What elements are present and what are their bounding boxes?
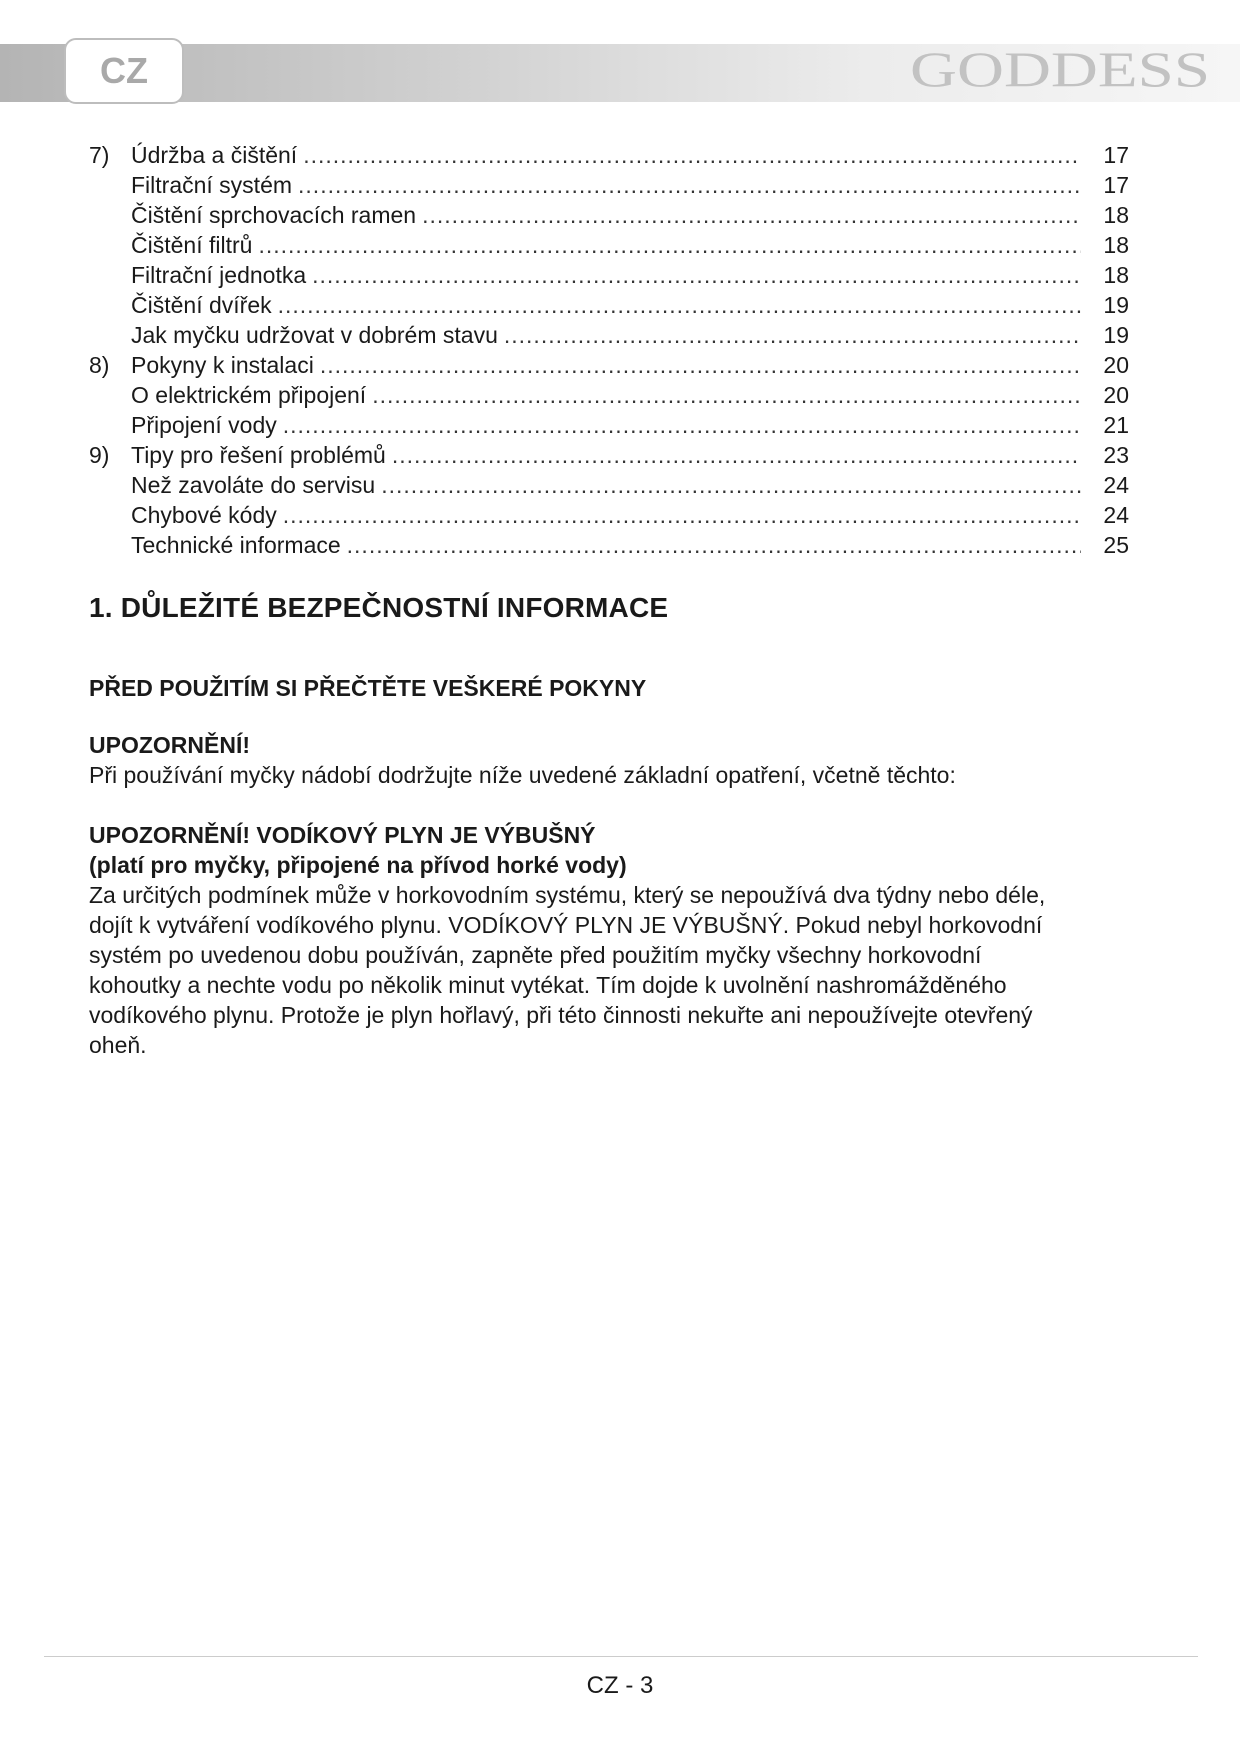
- toc-entry: [89, 170, 1129, 200]
- language-tab: CZ: [64, 38, 184, 104]
- toc-dot-leader: [422, 200, 1081, 230]
- toc-entry-title: Technické informace: [131, 530, 347, 560]
- toc-dot-leader: [392, 440, 1081, 470]
- toc-entry: [89, 500, 1129, 530]
- toc-entry-number: 7): [89, 142, 110, 168]
- page-number: CZ - 3: [586, 1672, 654, 1699]
- toc-entry-title: Chybové kódy: [131, 500, 283, 530]
- toc-entry-title: Jak myčku udržovat v dobrém stavu: [131, 320, 504, 350]
- warning-1-text: Při používání myčky nádobí dodržujte níže uvedené základní opatření, včetně těchto:: [89, 762, 956, 788]
- toc-dot-leader: [372, 380, 1081, 410]
- toc-entry-title: Než zavoláte do servisu: [131, 470, 381, 500]
- section-subheading: PŘED POUŽITÍM SI PŘEČTĚTE VEŠKERÉ POKYNY: [89, 675, 647, 701]
- warning-2-line: oheň.: [89, 1032, 147, 1058]
- warning-2-line: kohoutky a nechte vodu po několik minut vytékat. Tím dojde k uvolnění nashromážděného: [89, 972, 1007, 998]
- toc-entry: [89, 410, 1129, 440]
- toc-entry: [89, 440, 1129, 470]
- toc-entry-title: Čištění sprchovacích ramen: [131, 200, 422, 230]
- brand-logo-text: GODDESS: [910, 41, 1210, 97]
- toc-entry-page: 18: [1103, 262, 1129, 288]
- toc-entry-title: Tipy pro řešení problémů: [131, 440, 392, 470]
- toc-dot-leader: [381, 470, 1081, 500]
- toc-entry: [89, 200, 1129, 230]
- toc-entry-page: 19: [1103, 322, 1129, 348]
- toc-entry-number: 8): [89, 352, 110, 378]
- toc-entry-page: 20: [1103, 352, 1129, 378]
- toc-entry-page: 18: [1103, 232, 1129, 258]
- toc-entry-page: 20: [1103, 382, 1129, 408]
- toc-entry-page: 21: [1103, 412, 1129, 438]
- section-heading: 1. DŮLEŽITÉ BEZPEČNOSTNÍ INFORMACE: [89, 592, 669, 623]
- toc-entry: [89, 260, 1129, 290]
- footer-divider: [44, 1656, 1198, 1657]
- toc-entry: [89, 140, 1129, 170]
- toc-entry-page: 25: [1103, 532, 1129, 558]
- toc-entry-page: 18: [1103, 202, 1129, 228]
- toc-dot-leader: [298, 170, 1081, 200]
- warning-2-line: Za určitých podmínek může v horkovodním systému, který se nepoužívá dva týdny nebo déle,: [89, 882, 1046, 908]
- toc-dot-leader: [347, 530, 1081, 560]
- toc-dot-leader: [283, 410, 1081, 440]
- brand-logo: [910, 38, 1220, 118]
- toc-entry: [89, 470, 1129, 500]
- toc-dot-leader: [312, 260, 1081, 290]
- warning-2-line: systém po uvedenou dobu používán, zapněte před použitím myčky všechny horkovodní: [89, 942, 982, 968]
- toc-entry-title: Filtrační jednotka: [131, 260, 312, 290]
- toc-dot-leader: [320, 350, 1081, 380]
- toc-dot-leader: [278, 290, 1081, 320]
- toc-dot-leader: [283, 500, 1081, 530]
- toc-entry-page: 23: [1103, 442, 1129, 468]
- toc-dot-leader: [504, 320, 1081, 350]
- toc-entry: [89, 380, 1129, 410]
- toc-entry-page: 24: [1103, 472, 1129, 498]
- toc-dot-leader: [258, 230, 1081, 260]
- toc-entry-page: 24: [1103, 502, 1129, 528]
- toc-entry-number: 9): [89, 442, 110, 468]
- table-of-contents: [89, 140, 1129, 560]
- toc-entry-title: Připojení vody: [131, 410, 283, 440]
- toc-entry: [89, 320, 1129, 350]
- warning-2-subtitle: (platí pro myčky, připojené na přívod horké vody): [89, 852, 627, 878]
- toc-dot-leader: [303, 140, 1081, 170]
- toc-entry-title: Údržba a čištění: [131, 140, 303, 170]
- warning-1-title: UPOZORNĚNÍ!: [89, 732, 250, 758]
- toc-entry-title: Čištění dvířek: [131, 290, 278, 320]
- warning-block-2: [89, 820, 1149, 1060]
- toc-entry-title: Filtrační systém: [131, 170, 298, 200]
- toc-entry: [89, 230, 1129, 260]
- warning-2-title: UPOZORNĚNÍ! VODÍKOVÝ PLYN JE VÝBUŠNÝ: [89, 822, 596, 848]
- toc-entry-page: 17: [1103, 142, 1129, 168]
- toc-entry-title: Čištění filtrů: [131, 230, 258, 260]
- toc-entry-page: 19: [1103, 292, 1129, 318]
- toc-entry: [89, 290, 1129, 320]
- toc-entry-title: O elektrickém připojení: [131, 380, 372, 410]
- toc-entry: [89, 350, 1129, 380]
- warning-block-1: [89, 730, 1149, 790]
- toc-entry-title: Pokyny k instalaci: [131, 350, 320, 380]
- warning-2-line: vodíkového plynu. Protože je plyn hořlavý, při této činnosti nekuřte ani nepoužívejte otevřený: [89, 1002, 1033, 1028]
- toc-entry: [89, 530, 1129, 560]
- warning-2-line: dojít k vytváření vodíkového plynu. VODÍKOVÝ PLYN JE VÝBUŠNÝ. Pokud nebyl horkovodní: [89, 912, 1043, 938]
- toc-entry-page: 17: [1103, 172, 1129, 198]
